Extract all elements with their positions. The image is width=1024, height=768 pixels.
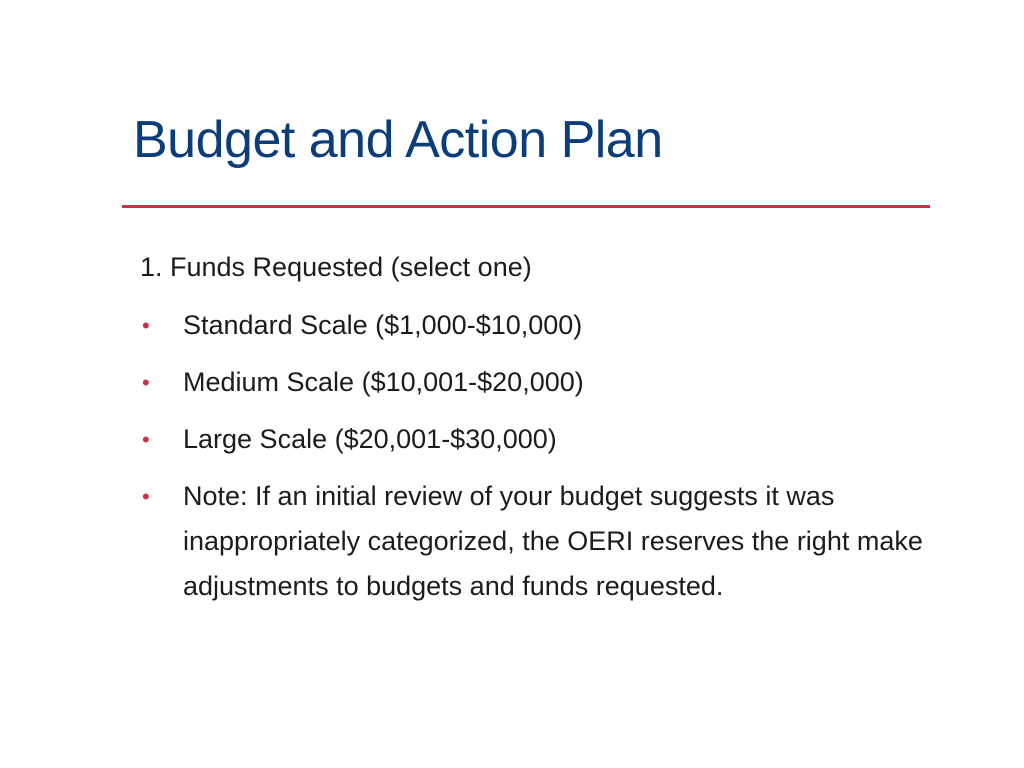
list-item bbox=[140, 303, 930, 348]
bullet-list bbox=[140, 303, 930, 609]
bullet-icon: • bbox=[142, 427, 150, 452]
bullet-text: Note: If an initial review of your budget suggests it was inappropriately categorized, the OERI reserves the right make adjustments to budgets and funds requested. bbox=[183, 481, 923, 601]
bullet-icon: • bbox=[142, 313, 150, 338]
intro-text: 1. Funds Requested (select one) bbox=[140, 252, 532, 282]
list-item bbox=[140, 474, 930, 609]
list-item bbox=[140, 360, 930, 405]
bullet-icon: • bbox=[142, 484, 150, 509]
title-divider bbox=[122, 205, 930, 208]
slide-content bbox=[140, 247, 930, 621]
bullet-text: Standard Scale ($1,000-$10,000) bbox=[183, 310, 583, 340]
list-item bbox=[140, 417, 930, 462]
bullet-text: Large Scale ($20,001-$30,000) bbox=[183, 424, 557, 454]
slide-title: Budget and Action Plan bbox=[133, 111, 663, 169]
bullet-text: Medium Scale ($10,001-$20,000) bbox=[183, 367, 584, 397]
bullet-icon: • bbox=[142, 370, 150, 395]
